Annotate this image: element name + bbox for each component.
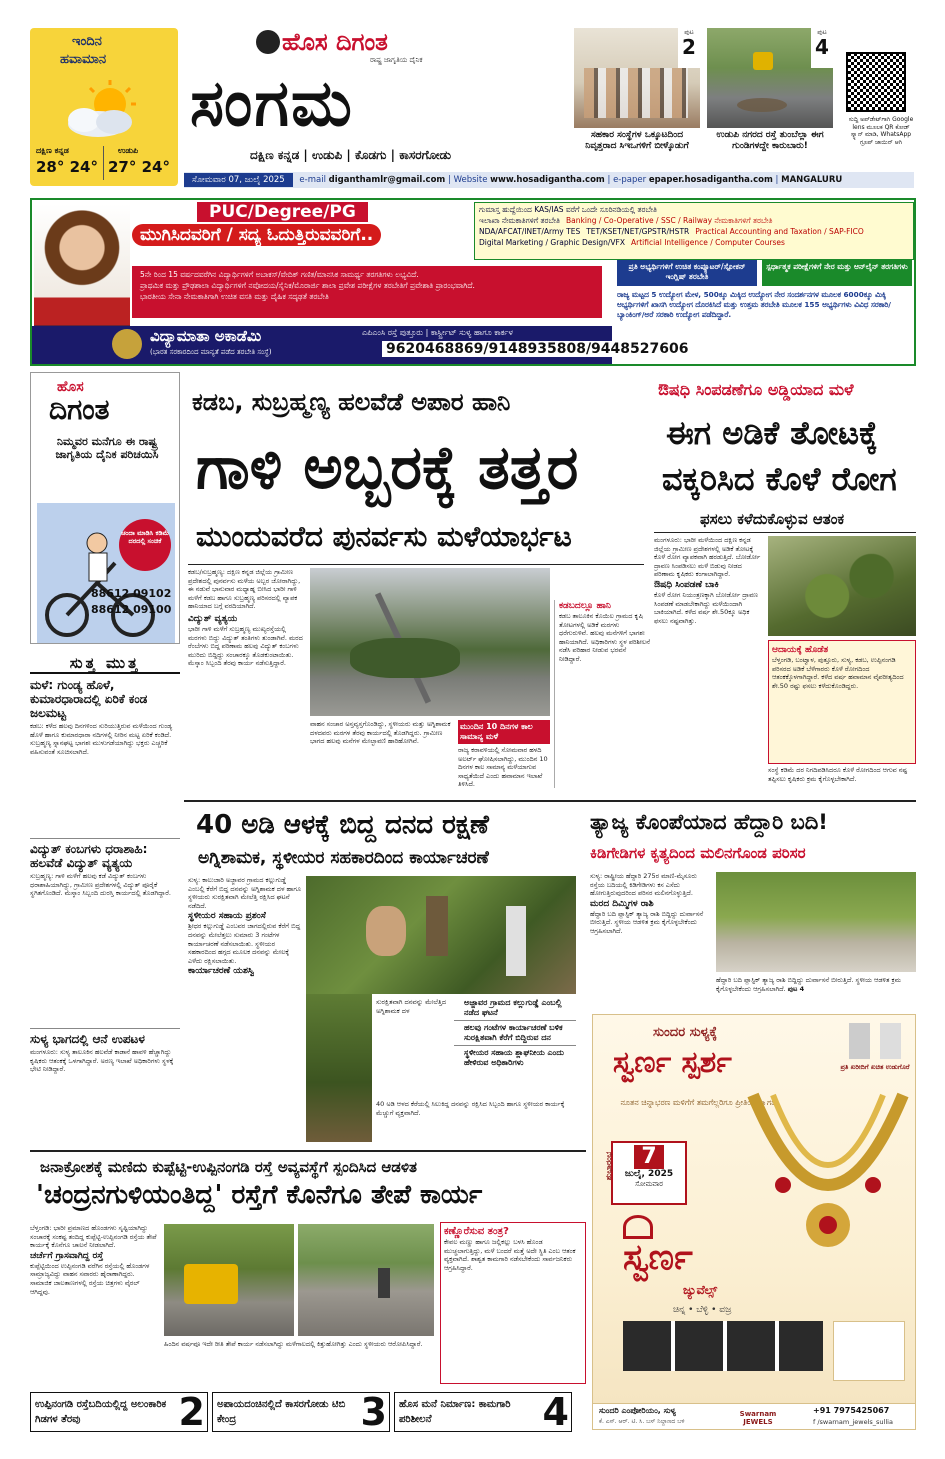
weather-title-1: ಇಂದಿನ xyxy=(72,34,102,49)
weather-title-2: ಹವಾಮಾನ xyxy=(60,52,107,67)
sutta-item-1 xyxy=(30,678,180,798)
lead-photo xyxy=(310,568,550,716)
lead-forecast-box: ಮುಂದಿನ 10 ದಿನಗಳ ಕಾಲ ಸಾಮಾನ್ಯ ಮಳೆ ರಾಜ್ಯ ಕರಾವಳಿಯಲ್ಲಿ ಸೋಮವಾರ ಹಳದಿ ಅಲರ್ಟ್ ಘೋಷಿಸಲಾಗಿದ್ದು, ಮುಂದಿನ 10 ದಿನಗಳ ಕಾಲ ಸಾಮಾನ್ಯ ಮಳೆಯಾಗುವ ಸಾಧ್ಯತೆಯಿದೆ ಎಂದು ಹವಾಮಾನ ಇಲಾಖೆ ತಿಳಿಸಿದೆ. xyxy=(458,720,550,788)
jewel-metals: ಚಿನ್ನ • ಬೆಳ್ಳಿ • ವಜ್ರ xyxy=(673,1305,732,1315)
waste-headline: ತ್ಯಾಜ್ಯ ಕೊಂಪೆಯಾದ ಹೆದ್ದಾರಿ ಬದಿ! xyxy=(590,810,828,834)
sutta-headline-3: ಸುಳ್ಯ ಭಾಗದಲ್ಲಿ ಆನೆ ಉಪಟಳ xyxy=(30,1032,145,1046)
sutta-body-1: ಕಡಬ: ಕಳೆದ ಹಲವು ದಿನಗಳಿಂದ ಸುರಿಯುತ್ತಿರುವ ಮಳೆಯಿಂದ ಗುಂಡ್ಯ ಹೊಳೆ ಹಾಗೂ ಕುಮಾರಧಾರಾ ನದಿಗಳಲ್ಲಿ ನೀರಿನ ಮಟ್ಟ ಏರಿಕೆ ಕಂಡಿದೆ. ಸುಬ್ರಹ್ಮಣ್ಯ ಸ್ನಾನಘಟ್ಟ ಭಾಗಶಃ ಮುಳುಗಡೆಯಾಗಿದ್ದು ಭಕ್ತರು ಎಚ್ಚರಿಕೆ ವಹಿಸುವಂತೆ ಸೂಚಿಸಲಾಗಿದೆ. xyxy=(30,722,173,756)
sutta-item-3 xyxy=(30,1028,180,1116)
masthead-logo-icon xyxy=(256,30,280,54)
road-photo-2 xyxy=(298,1224,434,1336)
masthead-top-title: ಹೊಸ ದಿಗಂತ xyxy=(282,28,388,56)
teaser-2[interactable]: ಪುಟ 4 ಉಡುಪಿ ನಗರದ ರಸ್ತೆ ತುಂಬೆಲ್ಲಾ ಈಗ ಗುಂಡಿಗಳದ್ದೇ ಕಾರುಬಾರು! xyxy=(707,28,833,168)
masthead-website[interactable]: www.hosadigantha.com xyxy=(490,175,605,185)
masthead-main-title: ಸಂಗಮ xyxy=(190,67,354,141)
jewel-footer: ಸುಂದರಿ ಎಂಪೋರಿಯಂ, ಸುಳ್ಯ ಕೆ. ಎಸ್. ಆರ್. ಟಿ. ಸಿ. ಬಸ್ ನಿಲ್ದಾಣದ ಬಳಿ Swarnam JEWELS +91 7975425067 f /swarnam_jewels_sullia xyxy=(593,1403,915,1429)
road-body-3: ಹಿಂದಿನ ವರ್ಷವೂ ಇದೇ ರೀತಿ ತೇಪೆ ಕಾರ್ಯ ನಡೆಸಲಾಗಿದ್ದು ಮಳೆಗಾಲದಲ್ಲಿ ಕಿತ್ತುಹೋಗಿತ್ತು ಎಂದು ಸ್ಥಳೀಯರು ಆರೋಪಿಸಿದ್ದಾರೆ. xyxy=(164,1340,423,1348)
ad-top-phones[interactable]: 9620468869/9148935808/9448527606 xyxy=(382,341,692,357)
bottom-teaser-1[interactable]: ಉಪ್ಪಿನಂಗಡಿ ರಸ್ತೆಬದಿಯಲ್ಲಿದ್ದ ಅಲಂಕಾರಿಕ ಗಿಡಗಳ ತೆರವು 2 xyxy=(30,1392,208,1432)
lead-body-3: ವಾಹನ ಸಂಚಾರ ಅಸ್ತವ್ಯಸ್ತಗೊಂಡಿದ್ದು, ಸ್ಥಳೀಯರು ಮತ್ತು ಅಗ್ನಿಶಾಮಕ ದಳದವರು ಮರಗಳ ತೆರವು ಕಾರ್ಯದಲ್ಲಿ ತೊಡಗಿದ್ದರು. ಗ್ರಾಮೀಣ ಭಾಗದ ಹಲವು ಮನೆಗಳ ಮೇಲ್ಛಾವಣಿ ಹಾರಿಹೋಗಿವೆ. xyxy=(310,720,451,746)
promo-text: ನಿಮ್ಮವರ ಮನೆಗೂ ಈ ರಾಷ್ಟ್ರ ಜಾಗೃತಿಯ ದೈನಿಕ ಪರಿಚಯಿಸಿ xyxy=(55,435,159,461)
rescue-photo xyxy=(306,876,576,994)
sutta-item-2 xyxy=(30,838,180,958)
teaser-2-caption: ಉಡುಪಿ ನಗರದ ರಸ್ತೆ ತುಂಬೆಲ್ಲಾ ಈಗ ಗುಂಡಿಗಳದ್ದೇ ಕಾರುಬಾರು! xyxy=(716,130,824,151)
lead-side-box: ಕಡಬದಲ್ಲೂ ಹಾನಿ ಕಡಬ ತಾಲೂಕಿನ ಕೊಯಿಲ ಗ್ರಾಮದ ಕೃಷಿ ತೋಟಗಳಲ್ಲಿ ಅಡಿಕೆ ಮರಗಳು ಧರೆಗುರುಳಿವೆ. ಹಲವು ಮನೆಗಳಿಗೆ ಭಾಗಶಃ ಹಾನಿಯಾಗಿದೆ. ಅಧಿಕಾರಿಗಳು ಸ್ಥಳ ಪರಿಶೀಲನೆ ನಡೆಸಿ ಪರಿಹಾರ ನೀಡುವ ಭರವಸೆ ನೀಡಿದ್ದಾರೆ. xyxy=(554,600,650,788)
lead-headline: ಗಾಳಿ ಅಬ್ಬರಕ್ಕೆ ತತ್ತರ xyxy=(196,433,579,503)
areca-photo xyxy=(768,536,916,636)
masthead-regions: ದಕ್ಷಿಣ ಕನ್ನಡ | ಉಡುಪಿ | ಕೊಡಗು | ಕಾಸರಗೋಡು xyxy=(250,148,452,162)
jewel-products-strip xyxy=(623,1321,823,1371)
lead-kicker: ಕಡಬ, ಸುಬ್ರಹ್ಮಣ್ಯ ಹಲವೆಡೆ ಅಪಾರ ಹಾನಿ xyxy=(192,388,511,416)
weather-box xyxy=(30,28,178,186)
waste-photo xyxy=(716,872,916,972)
bottom-teaser-2[interactable]: ಅಪಾಯದಂಚಿನಲ್ಲಿದೆ ಕಾಸರಗೋಡು ಟಿಬಿ ಕೇಂದ್ರ 3 xyxy=(212,1392,390,1432)
teaser-1[interactable]: ಪುಟ 2 ಸಹಕಾರ ಸಂಸ್ಥೆಗಳ ಒಕ್ಕೂಟದಿಂದ ನಿವೃತ್ತರಾದ ಸಿಇಒಗಳಿಗೆ ಬೀಳ್ಕೊಡುಗೆ xyxy=(574,28,700,168)
sun-cloud-icon xyxy=(58,80,150,140)
ad-top-academy: ವಿದ್ಯಾಮಾತಾ ಅಕಾಡೆಮಿ xyxy=(150,327,262,345)
ad-top-side-text: ರಾಜ್ಯ ಮಟ್ಟದ 5 ಉದ್ಯೋಗ ಮೇಳ, 500ಕ್ಕೂ ಮಿಕ್ಕಿದ ಉದ್ಯೋಗ ನೇರ ಸಂದರ್ಶನಗಳ ಮೂಲಕ 6000ಕ್ಕೂ ಮಿಕ್ಕಿ ಅಭ್ಯರ್ಥಿಗಳಿಗೆ ಖಾಸಗಿ ಉದ್ಯೋಗ ದೊರಕಿಸಿದೆ ಮತ್ತು ಉತ್ತಮ ತರಬೇತಿ ಮೂಲಕ 155 ಅಭ್ಯರ್ಥಿಗಳು ವಿವಿಧ ಸರಕಾರಿ/ಬ್ಯಾಂಕಿಂಗ್/ಅರೆ ಸರಕಾರಿ ಉದ್ಯೋಗ ಪಡೆದಿದ್ದಾರೆ. xyxy=(617,290,891,319)
weather-right-region: ಉಡುಪಿ xyxy=(118,146,139,155)
teaser-2-page: 4 xyxy=(815,35,829,59)
weather-left-temps: 28° 24° xyxy=(36,158,98,176)
areca-headline-1: ಈಗ ಅಡಿಕೆ ತೋಟಕ್ಕೆ xyxy=(666,414,878,452)
teaser-1-caption: ಸಹಕಾರ ಸಂಸ್ಥೆಗಳ ಒಕ್ಕೂಟದಿಂದ ನಿವೃತ್ತರಾದ ಸಿಇಒಗಳಿಗೆ ಬೀಳ್ಕೊಡುಗೆ xyxy=(585,130,689,151)
promo-brand: ದಿಗಂತ xyxy=(49,393,110,426)
areca-body: ಮಂಗಳೂರು: ಭಾರೀ ಮಳೆಯಿಂದ ದಕ್ಷಿಣ ಕನ್ನಡ ಜಿಲ್ಲೆಯ ಗ್ರಾಮೀಣ ಪ್ರದೇಶಗಳಲ್ಲಿ ಅಡಿಕೆ ತೋಟಕ್ಕೆ ಕೊಳೆ ರೋಗ ವ್ಯಾಪಕವಾಗಿ ಹರಡುತ್ತಿದೆ. ಬೋರ್ಡೋ ದ್ರಾವಣ ಸಿಂಪಡಿಸಲು ಮಳೆ ಬಿಡುವು ನೀಡದ ಪರಿಣಾಮ ಕೃಷಿಕರು ಕಂಗಾಲಾಗಿದ್ದಾರೆ. ಔಷಧಿ ಸಿಂಪಡಣೆ ಬಾಕಿ ಕೊಳೆ ರೋಗ ನಿಯಂತ್ರಣಕ್ಕಾಗಿ ಬೋರ್ಡೋ ದ್ರಾವಣ ಸಿಂಪಡಣೆ ಮಾಡಬೇಕಾಗಿದ್ದು ಮಳೆಯಿಂದಾಗಿ ಬಾಕಿಯಾಗಿದೆ. ಕಳೆದ ವರ್ಷ ಶೇ.50ಕ್ಕೂ ಅಧಿಕ ಫಸಲು ನಷ್ಟವಾಗಿತ್ತು. xyxy=(654,536,761,625)
jewel-brand-icon xyxy=(623,1215,653,1239)
gift-icon xyxy=(849,1023,901,1059)
ad-top-course-list: ಗುಮಾಸ್ತ ಹುದ್ದೆಯಿಂದ KAS/IAS ವರೆಗೆ ಒಂದೇ ಸೂರಿನಡಿಯಲ್ಲಿ ತರಬೇತಿ ಇಲಾಖಾ ನೇಮಕಾತಿಗಳಿಗೆ ತರಬೇತಿ Banking / Co-Operative / SSC / Railway ನೇಮಕಾತಿಗಳಿಗೆ ತರಬೇತಿ NDA/AFCAT/INET/Army TES TET/KSET/NET/GPSTR/HSTR Practical Accounting and Taxation / SAP-FICO Digital Marketing / Graphic Design/VFX Artificial Intelligence / Computer Courses xyxy=(474,202,914,260)
jewel-logo-text: Swarnam JEWELS xyxy=(739,1410,777,1426)
masthead-epaper[interactable]: epaper.hosadigantha.com xyxy=(648,175,773,185)
jewel-title: ಸ್ವರ್ಣ ಸ್ಪರ್ಶ xyxy=(613,1045,732,1080)
areca-box: ಆದಾಯಕ್ಕೆ ಹೊಡೆತ ಬೆಳ್ತಂಗಡಿ, ಬಂಟ್ವಾಳ, ಪುತ್ತೂರು, ಸುಳ್ಯ, ಕಡಬ, ಉಪ್ಪಿನಂಗಡಿ ಪರಿಸರದ ಅಡಿಕೆ ಬೆಳೆಗಾರರು ಕೊಳೆ ರೋಗದಿಂದ ಆತಂಕಕ್ಕೊಳಗಾಗಿದ್ದಾರೆ. ಕಳೆದ ವರ್ಷ ಹವಾಮಾನ ವೈಪರೀತ್ಯದಿಂದ ಶೇ.50 ರಷ್ಟು ಫಸಲು ಕಳೆದುಕೊಂಡಿದ್ದರು. xyxy=(768,640,916,764)
masthead-tagline: ರಾಷ್ಟ್ರ ಜಾಗೃತಿಯ ದೈನಿಕ xyxy=(370,56,423,64)
road-kicker: ಜನಾಕ್ರೋಶಕ್ಕೆ ಮಣಿದು ಕುಪ್ಪೆಟ್ಟಿ-ಉಪ್ಪಿನಂಗಡಿ ರಸ್ತೆ ಅವ್ಯವಸ್ಥೆಗೆ ಸ್ಪಂದಿಸಿದ ಆಡಳಿತ xyxy=(40,1158,417,1176)
road-headline: 'ಚಂದ್ರನಗುಳಿಯಂತಿದ್ದ' ರಸ್ತೆಗೆ ಕೊನೆಗೂ ತೇಪೆ ಕಾರ್ಯ xyxy=(36,1180,483,1210)
rescue-bullets: ಅಜ್ಜಾವರ ಗ್ರಾಮದ ಕಲ್ಲುಗುಡ್ಡೆ ಎಂಬಲ್ಲಿ ನಡೆದ ಘಟನೆ ಹಲವು ಗಂಟೆಗಳ ಕಾರ್ಯಾಚರಣೆ ಬಳಿಕ ಸುರಕ್ಷಿತವಾಗಿ ಕೆರೆಗೆ ಬಿದ್ದಿರುವ ದನ ಸ್ಥಳೀಯರ ಸಹಾಯ ಶ್ಲಾಘನೀಯ ಎಂದು ಹೇಳಿರುವ ಅಧಿಕಾರಿಗಳು xyxy=(454,996,576,1096)
rescue-headline: 40 ಅಡಿ ಆಳಕ್ಕೆ ಬಿದ್ದ ದನದ ರಕ್ಷಣೆ xyxy=(196,810,489,840)
sutta-title: ಸುತ್ತ ಮುತ್ತ xyxy=(30,654,180,674)
promo-brand-small: ಹೊಸ xyxy=(57,379,84,395)
waste-body: ಸುಳ್ಯ: ರಾಷ್ಟ್ರೀಯ ಹೆದ್ದಾರಿ 275ರ ಮಾಣಿ-ಮೈಸೂರು ರಸ್ತೆಯ ಬದಿಯಲ್ಲಿ ಕಿಡಿಗೇಡಿಗಳು ಕಸ ಎಸೆದು ಹೋಗುತ್ತಿರುವುದರಿಂದ ಪರಿಸರ ಮಲಿನಗೊಳ್ಳುತ್ತಿದೆ. ಮರದ ದಿಮ್ಮಿಗಳ ರಾಶಿ ಹೆದ್ದಾರಿ ಬದಿ ಪ್ಲಾಸ್ಟಿಕ್ ತ್ಯಾಜ್ಯ ರಾಶಿ ಬಿದ್ದಿದ್ದು ದುರ್ವಾಸನೆ ಬೀರುತ್ತಿದೆ. ಸ್ಥಳೀಯ ಆಡಳಿತ ಕ್ರಮ ಕೈಗೊಳ್ಳಬೇಕೆಂದು ಆಗ್ರಹಿಸಲಾಗಿದೆ. xyxy=(590,872,704,935)
sutta-body-3: ಮಂಗಳೂರು: ಸುಳ್ಯ ತಾಲೂಕಿನ ಹಲವೆಡೆ ಕಾಡಾನೆ ಹಾವಳಿ ಹೆಚ್ಚಾಗಿದ್ದು ಕೃಷಿಕರು ಆತಂಕಕ್ಕೆ ಒಳಗಾಗಿದ್ದಾರೆ. ಅರಣ್ಯ ಇಲಾಖೆ ಅಧಿಕಾರಿಗಳು ಸ್ಥಳಕ್ಕೆ ಭೇಟಿ ನೀಡಿದ್ದಾರೆ. xyxy=(30,1048,174,1074)
ad-top-box2: ಸ್ಪರ್ಧಾತ್ಮಕ ಪರೀಕ್ಷೆಗಳಿಗೆ ನೇರ ಮತ್ತು ಆನ್‌ಲೈನ್ ತರಗತಿಗಳು xyxy=(762,260,912,286)
ad-top-bullet-box: 5ನೇ ರಿಂದ 15 ವರ್ಷದವರೆಗಿನ ವಿದ್ಯಾರ್ಥಿಗಳಿಗೆ ಅಬಾಕಸ್/ವೇದಿಕ್ ಗಣಿತ/ಮಾನಸಿಕ ಸಾಮರ್ಥ್ಯ ತರಗತಿಗಳು ಲಭ್ಯವಿದೆ. ಪ್ರಾಥಮಿಕ ಮತ್ತು ಪ್ರೌಢಶಾಲಾ ವಿದ್ಯಾರ್ಥಿಗಳಿಗೆ ನವೋದಯ/ಸೈನಿಕ/ಮೊರಾರ್ಜಿ ಶಾಲಾ ಪ್ರವೇಶ ಪರೀಕ್ಷೆಗಳ ತರಬೇತಿಗೆ ಪ್ರವೇಶಾತಿ ಪ್ರಾರಂಭವಾಗಿದೆ. ಭಾರತೀಯ ಸೇನಾ ನೇಮಕಾತಿಗಾಗಿ ಉಚಿತ ವಸತಿ ಮತ್ತು ದೈಹಿಕ ಸದೃಢತೆ ತರಬೇತಿ xyxy=(132,266,602,318)
rescue-caption: ಸುರಕ್ಷಿತವಾಗಿ ದನವನ್ನು ಮೇಲೆತ್ತಿದ ಅಗ್ನಿಶಾಮಕ ದಳ xyxy=(376,998,447,1015)
jewel-ad[interactable] xyxy=(592,1014,916,1430)
areca-kicker: ಔಷಧಿ ಸಿಂಪಡಣೆಗೂ ಅಡ್ಡಿಯಾದ ಮಳೆ xyxy=(658,380,854,399)
jewel-date-badge: ಶುಭಾರಂಭ 7 ಜುಲೈ, 2025 ಸೋಮವಾರ xyxy=(611,1141,687,1205)
rescue-subhead: ಅಗ್ನಿಶಾಮಕ, ಸ್ಥಳೀಯರ ಸಹಕಾರದಿಂದ ಕಾರ್ಯಾಚರಣೆ xyxy=(198,848,489,868)
road-photo-1 xyxy=(164,1224,294,1336)
ad-top-box1: ಪ್ರತಿ ಅಭ್ಯರ್ಥಿಗಳಿಗೆ ಉಚಿತ ಕಂಪ್ಯೂಟರ್/ಸ್ಪೋಕನ್ ಇಂಗ್ಲಿಷ್ ತರಬೇತಿ xyxy=(617,260,757,286)
necklace-illustration xyxy=(743,1075,913,1265)
sutta-headline-2: ವಿದ್ಯುತ್ ಕಂಬಗಳು ಧರಾಶಾಹಿ: ಹಲವೆಡೆ ವಿದ್ಯುತ್ ವ್ಯತ್ಯಯ xyxy=(30,842,148,870)
road-body: ಬೆಳ್ತಂಗಡಿ: ಭಾರೀ ಪ್ರಮಾಣದ ಹೊಂಡಗಳು ಸೃಷ್ಟಿಯಾಗಿದ್ದು ಸಂಚಾರಕ್ಕೆ ಸಂಕಷ್ಟ ತಂದಿದ್ದ ಕುಪ್ಪೆಟ್ಟಿ-ಉಪ್ಪಿನಂಗಡಿ ರಸ್ತೆಯ ತೇಪೆ ಕಾರ್ಯಕ್ಕೆ ಕೊನೆಗೂ ಚಾಲನೆ ನೀಡಲಾಗಿದೆ. ಚರ್ಚೆಗೆ ಗ್ರಾಸವಾಗಿದ್ದ ರಸ್ತೆ ಕುಪ್ಪೆಟ್ಟಿಯಿಂದ ಉಪ್ಪಿನಂಗಡಿ ವರೆಗಿನ ರಸ್ತೆಯಲ್ಲಿ ಹೊಂಡಗಳ ಸಾಮ್ರಾಜ್ಯವಿದ್ದು ವಾಹನ ಸವಾರರು ಹೈರಾಣಾಗಿದ್ದರು. ಸಾಮಾಜಿಕ ಜಾಲತಾಣಗಳಲ್ಲಿ ರಸ್ತೆಯ ಚಿತ್ರಗಳು ವೈರಲ್ ಆಗಿದ್ದವು. xyxy=(30,1224,157,1296)
qr-code-icon xyxy=(846,52,906,112)
jewel-brand-sub: ಜ್ಯುವೆಲ್ಸ್ xyxy=(683,1283,718,1297)
promo-phone-2[interactable]: 88612 09100 xyxy=(91,603,172,616)
jewel-sub: ನೂತನ ಚಿನ್ನಾಭರಣ ಮಳಿಗೆಗೆ ತಮಗೆಲ್ಲರಿಗೂ ಪ್ರೀತಿಯ ಸ್ವಾಗತ xyxy=(620,1098,776,1107)
areca-subhead: ಫಸಲು ಕಳೆದುಕೊಳ್ಳುವ ಆತಂಕ xyxy=(700,510,845,528)
lead-body-1: ಕಡಬ/ಸುಬ್ರಹ್ಮಣ್ಯ: ದಕ್ಷಿಣ ಕನ್ನಡ ಜಿಲ್ಲೆಯ ಗ್ರಾಮೀಣ ಪ್ರದೇಶದಲ್ಲಿ ಪುನರ್ವಸು ಮಳೆಯ ಅಬ್ಬರ ಜೋರಾಗಿದ್ದು, ಈ ನಡುವೆ ಭಾನುವಾರ ಮಧ್ಯಾಹ್ನ ಬೀಸಿದ ಭಾರೀ ಗಾಳಿ ಮಳೆಗೆ ಕಡಬ ಹಾಗೂ ಸುಬ್ರಹ್ಮಣ್ಯ ಪರಿಸರದಲ್ಲಿ ವ್ಯಾಪಕ ಹಾನಿಯಾದ ಬಗ್ಗೆ ವರದಿಯಾಗಿದೆ. ವಿದ್ಯುತ್ ವ್ಯತ್ಯಯ ಭಾರೀ ಗಾಳಿ ಮಳೆಗೆ ಸುಬ್ರಹ್ಮಣ್ಯ ಮುಖ್ಯರಸ್ತೆಯಲ್ಲಿ ಮರಗಳು ಬಿದ್ದು ವಿದ್ಯುತ್ ತಂತಿಗಳು ತುಂಡಾಗಿವೆ. ಮರದ ರೆಂಬೆಗಳು ಬಿದ್ದ ಪರಿಣಾಮ ಹಲವು ವಿದ್ಯುತ್ ಕಂಬಗಳು ಮುರಿದು ಬಿದ್ದಿದ್ದು ಸಂಚಾರಕ್ಕೂ ತೊಡಕುಂಟಾಯಿತು. ಮೆಸ್ಕಾಂ ಸಿಬ್ಬಂದಿ ತೆರವು ಕಾರ್ಯ ನಡೆಸುತ್ತಿದ್ದಾರೆ. xyxy=(188,568,303,668)
sutta-body-2: ಸುಬ್ರಹ್ಮಣ್ಯ: ಗಾಳಿ ಮಳೆಗೆ ಹಲವು ಕಡೆ ವಿದ್ಯುತ್ ಕಂಬಗಳು ಧರಾಶಾಹಿಯಾಗಿದ್ದು, ಗ್ರಾಮೀಣ ಪ್ರದೇಶಗಳಲ್ಲಿ ವಿದ್ಯುತ್ ಪೂರೈಕೆ ಸ್ಥಗಿತಗೊಂಡಿದೆ. ಮೆಸ್ಕಾಂ ಸಿಬ್ಬಂದಿ ದುರಸ್ತಿ ಕಾರ್ಯದಲ್ಲಿ ತೊಡಗಿದ್ದಾರೆ. xyxy=(30,872,171,898)
qr-box[interactable] xyxy=(846,52,916,170)
waste-subhead: ಕಿಡಿಗೇಡಿಗಳ ಕೃತ್ಯದಿಂದ ಮಲಿನಗೊಂಡ ಪರಿಸರ xyxy=(590,844,806,862)
jewel-social[interactable]: f /swarnam_jewels_sullia xyxy=(813,1418,893,1426)
rescue-body: ಸುಳ್ಯ: ಕಾಲುಜಾರಿ ಅಜ್ಜಾವರ ಗ್ರಾಮದ ಕಲ್ಲುಗುಡ್ಡೆ ಎಂಬಲ್ಲಿ ಕೆರೆಗೆ ಬಿದ್ದ ದನವನ್ನು ಅಗ್ನಿಶಾಮಕ ದಳ ಹಾಗೂ ಸ್ಥಳೀಯರು ಸುರಕ್ಷಿತವಾಗಿ ಮೇಲೆತ್ತಿ ರಕ್ಷಿಸಿದ ಘಟನೆ ನಡೆದಿದೆ. ಸ್ಥಳೀಯರ ಸಹಾಯ ಪ್ರಶಂಸೆ ಶ್ರೀಧರ ಕಲ್ಲುಗುಡ್ಡೆ ಎಂಬವರ ಜಾಗದಲ್ಲಿರುವ ಕೆರೆಗೆ ಬಿದ್ದ ದನವನ್ನು ಮೇಲೆತ್ತಲು ಸುಮಾರು 3 ಗಂಟೆಗಳ ಕಾರ್ಯಾಚರಣೆ ನಡೆಸಲಾಯಿತು. ಸ್ಥಳೀಯರ ಸಹಕಾರದಿಂದ ಹಗ್ಗದ ಮೂಲಕ ದನವನ್ನು ಮೇಲಕ್ಕೆ ಎಳೆದು ರಕ್ಷಿಸಲಾಯಿತು. ಕಾರ್ಯಾಚರಣೆ ಯಶಸ್ವಿ xyxy=(188,876,301,977)
jewel-logo-small xyxy=(833,1321,905,1381)
qr-caption: ಸುದ್ದಿ ಅಪ್‌ಡೇಟ್‌ಗಾಗಿ Google lens ಮೂಲಕ QR ಕೋಡ್ ಸ್ಕ್ಯಾನ್ ಮಾಡಿ, WhatsApp ಗ್ರೂಪ್ ಜಾಯಿನ್ ಆಗಿ xyxy=(848,116,914,146)
areca-body-3: ಸಂಸ್ಥೆ ಕಡಿಮೆ ದರ ನಿಗದಿಪಡಿಸಿದರೂ ಕೊಳೆ ರೋಗದಿಂದ ಆಗುವ ನಷ್ಟ ತಪ್ಪಿಸಲು ಕೃಷಿಕರು ಕ್ರಮ ಕೈಗೊಳ್ಳಬೇಕಾಗಿದೆ. xyxy=(768,766,908,783)
promo-badge: ಚಂದಾ ಮಾಡಿಸಿ ಕಡಿಮೆ ದರದಲ್ಲಿ ಸಂಚಿಕೆ xyxy=(119,519,171,571)
lead-subhead: ಮುಂದುವರೆದ ಪುನರ್ವಸು ಮಳೆಯಾರ್ಭಟ xyxy=(196,520,572,553)
masthead-date: ಸೋಮವಾರ 07, ಜುಲೈ 2025 xyxy=(184,173,293,187)
jewel-gift: ಪ್ರತಿ ಖರೀದಿಗೆ ಖಚಿತ ಉಡುಗೊರೆ xyxy=(840,1063,910,1071)
rescue-body-3: 40 ಅಡಿ ಆಳದ ಕೆರೆಯಲ್ಲಿ ಸಿಲುಕಿದ್ದ ದನವನ್ನು ರಕ್ಷಿಸಿದ ಸಿಬ್ಬಂದಿ ಹಾಗೂ ಸ್ಥಳೀಯರ ಕಾರ್ಯಕ್ಕೆ ಮೆಚ್ಚುಗೆ ವ್ಯಕ್ತವಾಗಿದೆ. xyxy=(376,1100,565,1117)
ad-top-academy-sub: (ಭಾರತ ಸರಕಾರದಿಂದ ಮಾನ್ಯತೆ ಪಡೆದ ತರಬೇತಿ ಸಂಸ್ಥೆ) xyxy=(150,348,272,356)
jewel-brand: ಸ್ವರ್ಣ xyxy=(623,1237,693,1278)
ad-top-headline: PUC/Degree/PG xyxy=(197,202,368,222)
sutta-headline-1: ಮಳೆ: ಗುಂಡ್ಯ ಹೊಳೆ, ಕುಮಾರಧಾರಾದಲ್ಲಿ ಏರಿಕೆ ಕಂಡ ಜಲಮಟ್ಟ xyxy=(30,678,148,720)
road-side-box: ಕಣ್ಣೊರೆಸುವ ತಂತ್ರ? ಕೇವಲ ಮಣ್ಣು ಹಾಗೂ ಜಲ್ಲಿಕಲ್ಲು ಬಳಸಿ ಹೊಂಡ ಮುಚ್ಚಲಾಗುತ್ತಿದ್ದು, ಮಳೆ ಬಂದರೆ ಮತ್ತೆ ಅದೇ ಸ್ಥಿತಿ ಎಂಬ ಆತಂಕ ವ್ಯಕ್ತವಾಗಿದೆ. ಶಾಶ್ವತ ಕಾಮಗಾರಿ ನಡೆಸಬೇಕೆಂದು ಸಾರ್ವಜನಿಕರು ಆಗ್ರಹಿಸಿದ್ದಾರೆ. xyxy=(440,1222,586,1384)
ad-top-subline: ಮುಗಿಸಿದವರಿಗೆ / ಸದ್ಯ ಓದುತ್ತಿರುವವರಿಗೆ.. xyxy=(132,224,381,246)
masthead-city: MANGALURU xyxy=(781,175,843,185)
jewel-phone[interactable]: +91 7975425067 xyxy=(813,1406,890,1415)
ad-top-branches: ಎಪಿಎಂಸಿ ರಸ್ತೆ ಪುತ್ತೂರು | ಕಾರ್ಸ್ಟ್ರೀಟ್ ಸುಳ್ಯ ಹಾಗೂ ಕಾರ್ಕಳ xyxy=(362,328,513,337)
jewel-top: ಸುಂದರ ಸುಳ್ಯಕ್ಕೆ xyxy=(653,1025,718,1040)
teaser-1-page: 2 xyxy=(682,35,696,59)
promo-box[interactable] xyxy=(30,372,180,644)
weather-right-temps: 27° 24° xyxy=(108,158,170,176)
ad-top-academy-bar xyxy=(32,326,689,364)
ad-top[interactable] xyxy=(30,198,916,366)
bottom-teaser-3[interactable]: ಹೊಸ ಮನೆ ನಿರ್ಮಾಣ: ಕಾಮಗಾರಿ ಪರಿಶೀಲನೆ 4 xyxy=(394,1392,572,1432)
weather-left-region: ದಕ್ಷಿಣ ಕನ್ನಡ xyxy=(36,146,69,155)
rescue-photo-2 xyxy=(306,994,372,1142)
academy-emblem-icon xyxy=(112,329,142,359)
promo-phone-1[interactable]: 88612 09102 xyxy=(91,587,172,600)
masthead-info-bar: ಸೋಮವಾರ 07, ಜುಲೈ 2025 e-mail diganthamlr@gmail.com | Website www.hosadigantha.com | e-paper epaper.hosadigantha.com | MANGALURU xyxy=(184,172,914,188)
masthead-email[interactable]: diganthamlr@gmail.com xyxy=(328,175,446,185)
areca-headline-2: ವಕ್ಕರಿಸಿದ ಕೊಳೆ ರೋಗ xyxy=(662,460,897,498)
waste-body-2: ಹೆದ್ದಾರಿ ಬದಿ ಪ್ಲಾಸ್ಟಿಕ್ ತ್ಯಾಜ್ಯ ರಾಶಿ ಬಿದ್ದಿದ್ದು ದುರ್ವಾಸನೆ ಬೀರುತ್ತಿದೆ. ಸ್ಥಳೀಯ ಆಡಳಿತ ಕ್ರಮ ಕೈಗೊಳ್ಳಬೇಕೆಂದು ಆಗ್ರಹಿಸಲಾಗಿದೆ. ಪುಟ 4 xyxy=(716,976,901,993)
